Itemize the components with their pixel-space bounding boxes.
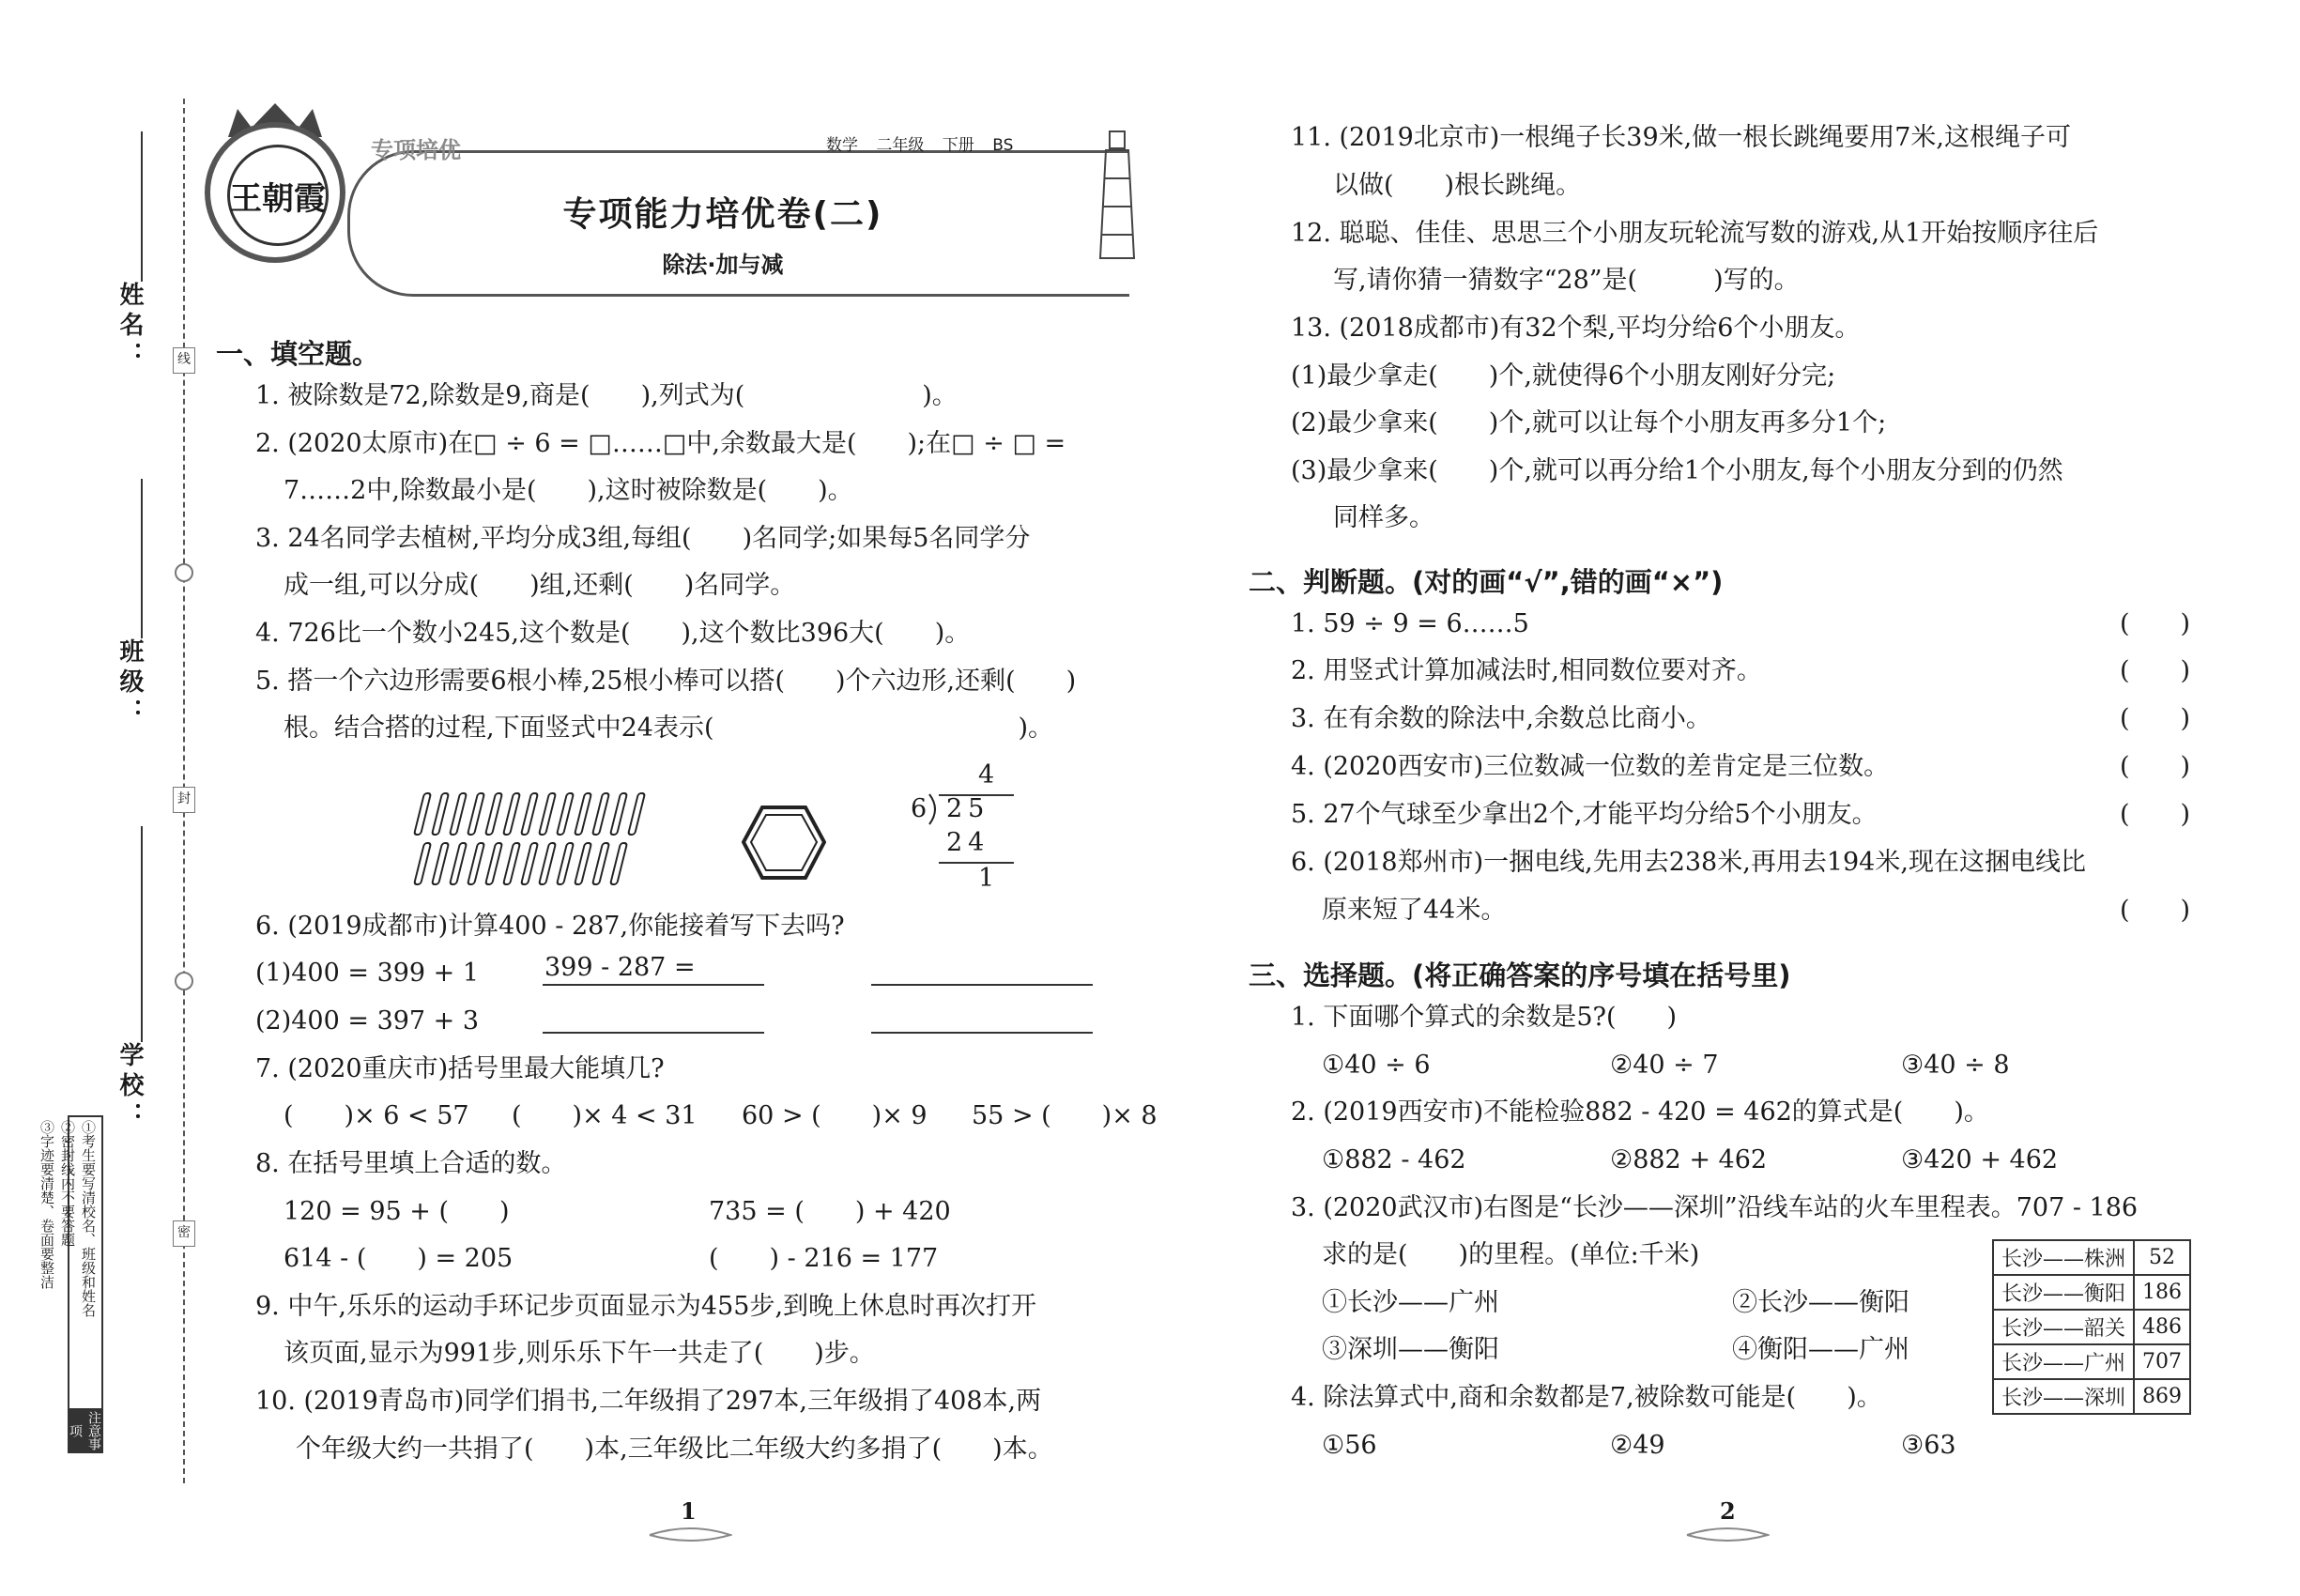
- choice-option: ③420 + 462: [1901, 1145, 2059, 1174]
- table-row: [1993, 1275, 2190, 1310]
- question-text: 3. (2020武汉市)右图是“长沙——深圳”沿线车站的火车里程表。707 - 186: [1291, 1193, 2139, 1222]
- series-tag: 专项培优: [371, 137, 461, 163]
- answer-item: ( )× 4 < 31: [512, 1101, 698, 1130]
- table-row: [1993, 1379, 2190, 1414]
- choice-option: ①56: [1322, 1431, 1377, 1460]
- route-cell: 长沙——广州: [1993, 1344, 2134, 1379]
- choice-option: ①40 ÷ 6: [1322, 1051, 1431, 1080]
- stick-icon: [503, 793, 520, 835]
- route-cell: 长沙——韶关: [1993, 1310, 2134, 1344]
- page-ornament-icon: [1685, 1526, 1770, 1544]
- choice-option: ③40 ÷ 8: [1901, 1051, 2010, 1080]
- stick-icon: [610, 793, 627, 835]
- km-cell: 707: [2134, 1344, 2190, 1379]
- question-text: 13. (2018成都市)有32个梨,平均分给6个小朋友。: [1291, 314, 1861, 343]
- table-row: [1993, 1240, 2190, 1275]
- question-text: (1)400 = 399 + 1: [255, 959, 480, 988]
- judge-item: 2. 用竖式计算加减法时,相同数位要对齐。: [1291, 656, 1762, 685]
- choice-option: ②49: [1610, 1431, 1665, 1460]
- binding-ring-icon: [175, 972, 193, 990]
- binding-ring-icon: [175, 563, 193, 582]
- page-subtitle: 除法·加与减: [662, 252, 784, 278]
- choice-option: ③63: [1901, 1431, 1956, 1460]
- page-number: 2: [1720, 1497, 1736, 1525]
- question-text: 9. 中午,乐乐的运动手环记步页面显示为455步,到晚上休息时再次打开: [255, 1292, 1037, 1321]
- stick-icon: [557, 843, 574, 884]
- note-item: ③字迹要清楚、卷面要整洁: [38, 1120, 55, 1289]
- question-text: 7. (2020重庆市)括号里最大能填几?: [255, 1054, 665, 1083]
- stick-icon: [414, 793, 431, 835]
- choice-option: ④衡阳——广州: [1732, 1335, 1909, 1364]
- question-text: 2. (2019西安市)不能检验882 - 420 = 462的算式是( )。: [1291, 1097, 1989, 1127]
- stick-icon: [468, 793, 484, 835]
- judge-item: 6. (2018郑州市)一捆电线,先用去238米,再用去194米,现在这捆电线比: [1291, 848, 2086, 877]
- stick-icon: [575, 793, 591, 835]
- sticks-illustration: [413, 789, 667, 892]
- question-text: 写,请你猜一猜数字“28”是( )写的。: [1333, 266, 1800, 295]
- judge-answer-bracket[interactable]: ( ): [2120, 609, 2191, 638]
- judge-answer-bracket[interactable]: ( ): [2120, 656, 2191, 685]
- answer-item: 614 - ( ) = 205: [284, 1244, 514, 1273]
- work-text: 399 - 287 =: [544, 953, 696, 982]
- question-text: 同样多。: [1333, 503, 1434, 532]
- question-text: (3)最少拿来( )个,就可以再分给1个小朋友,每个小朋友分到的仍然: [1291, 456, 2063, 485]
- school-field[interactable]: [141, 826, 143, 1042]
- question-text: 个年级大约一共捐了( )本,三年级比二年级大约多捐了( )本。: [296, 1435, 1053, 1464]
- name-field[interactable]: [141, 131, 143, 282]
- table-row: [1993, 1310, 2190, 1344]
- judge-item: 5. 27个气球至少拿出2个,才能平均分给5个小朋友。: [1291, 800, 1878, 829]
- question-text: 2. (2020太原市)在□ ÷ 6 = □……□中,余数最大是( );在□ ÷ □ =: [255, 429, 1066, 458]
- route-cell: 长沙——株洲: [1993, 1240, 2134, 1275]
- route-cell: 长沙——深圳: [1993, 1379, 2134, 1414]
- question-text: 4. 726比一个数小245,这个数是( ),这个数比396大( )。: [255, 619, 971, 648]
- stick-icon: [592, 843, 609, 884]
- question-text: (2)最少拿来( )个,就可以让每个小朋友再多分1个;: [1291, 408, 1887, 437]
- question-text: 8. 在括号里填上合适的数。: [255, 1149, 567, 1178]
- page-number: 1: [681, 1497, 697, 1525]
- stick-icon: [610, 843, 627, 884]
- choice-option: ②长沙——衡阳: [1732, 1288, 1909, 1317]
- stick-icon: [539, 843, 556, 884]
- division-quotient: 4: [978, 760, 995, 790]
- stick-icon: [485, 793, 502, 835]
- question-text: 3. 24名同学去植树,平均分成3组,每组( )名同学;如果每5名同学分: [255, 524, 1031, 553]
- answer-item: 120 = 95 + ( ): [284, 1197, 510, 1226]
- stick-icon: [432, 843, 449, 884]
- stick-icon: [521, 843, 538, 884]
- judge-item: 1. 59 ÷ 9 = 6……5: [1291, 609, 1529, 638]
- seal-char-mi: 密: [173, 1220, 195, 1247]
- route-cell: 长沙——衡阳: [1993, 1275, 2134, 1310]
- section-fill-blank: 一、填空题。: [216, 338, 380, 370]
- km-cell: 486: [2134, 1310, 2190, 1344]
- section-true-false: 二、判断题。(对的画“√”,错的画“×”): [1249, 566, 1724, 598]
- brand-logo: [205, 122, 345, 263]
- question-text: (1)最少拿走( )个,就使得6个小朋友刚好分完;: [1291, 361, 1836, 391]
- question-text: 7……2中,除数最小是( ),这时被除数是( )。: [284, 476, 853, 505]
- judge-answer-bracket[interactable]: ( ): [2120, 896, 2191, 925]
- question-text: 以做( )根长跳绳。: [1333, 171, 1582, 200]
- km-cell: 52: [2134, 1240, 2190, 1275]
- choice-option: ①长沙——广州: [1322, 1288, 1499, 1317]
- table-row: [1993, 1344, 2190, 1379]
- logo-text: 王朝霞: [227, 145, 329, 246]
- question-text: 5. 搭一个六边形需要6根小棒,25根小棒可以搭( )个六边形,还剩( ): [255, 667, 1077, 696]
- stick-icon: [503, 843, 520, 884]
- km-cell: 186: [2134, 1275, 2190, 1310]
- division-dividend: 25: [946, 794, 990, 823]
- mileage-table: [1992, 1239, 2191, 1415]
- choice-option: ③深圳——衡阳: [1322, 1335, 1499, 1364]
- division-product: 24: [946, 828, 990, 857]
- question-text: 根。结合搭的过程,下面竖式中24表示( )。: [284, 714, 1054, 743]
- stick-icon: [450, 793, 467, 835]
- judge-answer-bracket[interactable]: ( ): [2120, 752, 2191, 781]
- stick-icon: [592, 793, 609, 835]
- note-item: ②密封线内不要答题: [59, 1120, 76, 1247]
- question-text: 12. 聪聪、佳佳、思思三个小朋友玩轮流写数的游戏,从1开始按顺序往后: [1291, 219, 2099, 248]
- km-cell: 869: [2134, 1379, 2190, 1414]
- stick-icon: [521, 793, 538, 835]
- question-text: 4. 除法算式中,商和余数都是7,被除数可能是( )。: [1291, 1383, 1882, 1412]
- stick-icon: [468, 843, 484, 884]
- question-text: (2)400 = 397 + 3: [255, 1006, 480, 1036]
- division-divisor: 6: [911, 794, 928, 823]
- stick-icon: [539, 793, 556, 835]
- question-text: 1. 下面哪个算式的余数是5?( ): [1291, 1003, 1678, 1032]
- answer-item: ( )× 6 < 57: [284, 1101, 469, 1130]
- page-ornament-icon: [648, 1526, 732, 1544]
- division-remainder: 1: [978, 864, 995, 893]
- notes-title: 注意事项: [68, 1408, 103, 1453]
- answer-item: ( ) - 216 = 177: [709, 1244, 939, 1273]
- answer-item: 735 = ( ) + 420: [709, 1197, 951, 1226]
- question-text: 求的是( )的里程。(单位:千米): [1322, 1240, 1700, 1269]
- page-title: 专项能力培优卷(二): [562, 195, 883, 234]
- stick-icon: [628, 793, 645, 835]
- school-label: 学校：: [115, 1042, 144, 1132]
- note-item: ①考生要写清校名、班级和姓名: [80, 1120, 97, 1317]
- question-text: 成一组,可以分成( )组,还剩( )名同学。: [284, 571, 796, 600]
- stick-icon: [432, 793, 449, 835]
- class-field[interactable]: [141, 479, 143, 638]
- stick-icon: [575, 843, 591, 884]
- answer-item: 55 > ( )× 8: [972, 1101, 1158, 1130]
- choice-option: ②40 ÷ 7: [1610, 1051, 1719, 1080]
- class-label: 班级：: [115, 638, 144, 729]
- section-multiple-choice: 三、选择题。(将正确答案的序号填在括号里): [1249, 959, 1791, 991]
- hexagon-icon: [742, 803, 826, 882]
- stick-icon: [414, 843, 431, 884]
- choice-option: ①882 - 462: [1322, 1145, 1466, 1174]
- judge-item: 原来短了44米。: [1322, 896, 1507, 925]
- seal-char-feng: 封: [173, 787, 195, 813]
- stick-icon: [485, 843, 502, 884]
- book-meta: 数学 二年级 下册 BS: [826, 136, 1014, 155]
- long-division: [911, 760, 1023, 892]
- notes-box: [38, 1115, 103, 1453]
- stick-icon: [450, 843, 467, 884]
- name-label: 姓名：: [115, 282, 144, 372]
- judge-answer-bracket[interactable]: ( ): [2120, 704, 2191, 733]
- judge-item: 3. 在有余数的除法中,余数总比商小。: [1291, 704, 1711, 733]
- question-text: 10. (2019青岛市)同学们捐书,二年级捐了297本,三年级捐了408本,两: [255, 1387, 1042, 1416]
- choice-option: ②882 + 462: [1610, 1145, 1768, 1174]
- question-text: 该页面,显示为991步,则乐乐下午一共走了( )步。: [284, 1339, 875, 1368]
- question-text: 11. (2019北京市)一根绳子长39米,做一根长跳绳要用7米,这根绳子可: [1291, 123, 2072, 152]
- seal-char-xian: 线: [173, 347, 195, 374]
- lighthouse-icon: [1089, 122, 1145, 263]
- question-text: 1. 被除数是72,除数是9,商是( ),列式为( )。: [255, 381, 958, 410]
- answer-item: 60 > ( )× 9: [742, 1101, 928, 1130]
- stick-icon: [557, 793, 574, 835]
- judge-item: 4. (2020西安市)三位数减一位数的差肯定是三位数。: [1291, 752, 1890, 781]
- judge-answer-bracket[interactable]: ( ): [2120, 800, 2191, 829]
- question-text: 6. (2019成都市)计算400 - 287,你能接着写下去吗?: [255, 912, 845, 941]
